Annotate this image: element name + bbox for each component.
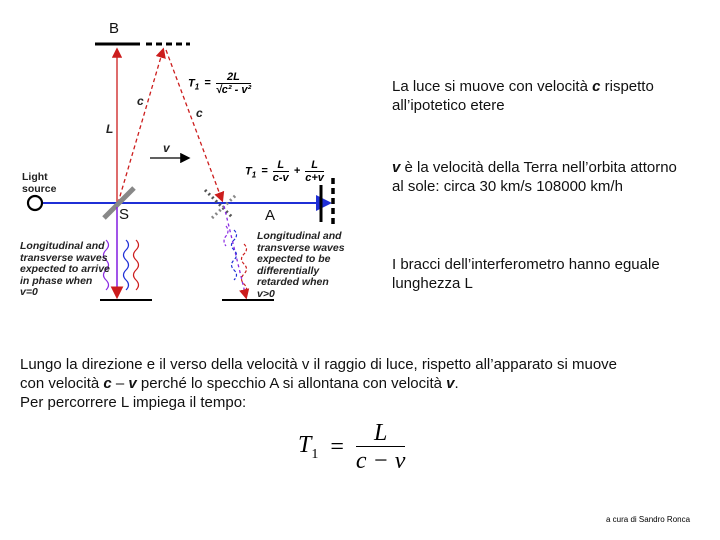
formula-mid: $T_1$ = $\frac{L}{c-v}$ + $\frac{L}{c+v}$ (245, 159, 324, 184)
light-source-label: Light source (22, 171, 57, 195)
beam-diagonal-to-detector (224, 206, 246, 297)
label-l: L (106, 122, 114, 136)
wave-right-2 (242, 244, 247, 294)
equation: $T_1$ = $\frac{L}{c - v}$ (298, 420, 406, 474)
wave-left-1 (124, 240, 129, 290)
label-v: v (163, 141, 170, 155)
note-light-speed: La luce si muove con velocità c rispetto all’ipotetico etere (392, 78, 654, 114)
paragraph: Lungo la direzione e il verso della velocità v il raggio di luce, rispetto all’apparato si muove con velocità c – v perché lo specchio A si allontana con velocità v. Per percorrere L impiega il tempo: (20, 356, 617, 411)
caption-right: Longitudinal and transverse waves expected to be differentially retarded when v>0 (257, 230, 345, 300)
label-c1: c (137, 94, 144, 108)
label-c2: c (196, 106, 203, 120)
light-source-icon (28, 196, 42, 210)
label-a: A (265, 207, 276, 224)
caption-left: Longitudinal and transverse waves expected to arrive in phase when v=0 (20, 240, 110, 298)
credit: a cura di Sandro Ronca (606, 515, 691, 524)
label-s: S (119, 206, 130, 223)
formula-top: $T_1$ = $\frac{2L}{\text{√c² - v²}}$ (188, 71, 252, 96)
note-earth-speed: v è la velocità della Terra nell’orbita attorno al sole: circa 30 km/s 108000 km/h (392, 159, 677, 195)
label-b: B (109, 20, 120, 37)
note-arms: I bracci dell’interferometro hanno eguale lunghezza L (392, 256, 660, 292)
beam-diagonal-up (118, 50, 163, 203)
wave-left-2 (134, 240, 139, 290)
